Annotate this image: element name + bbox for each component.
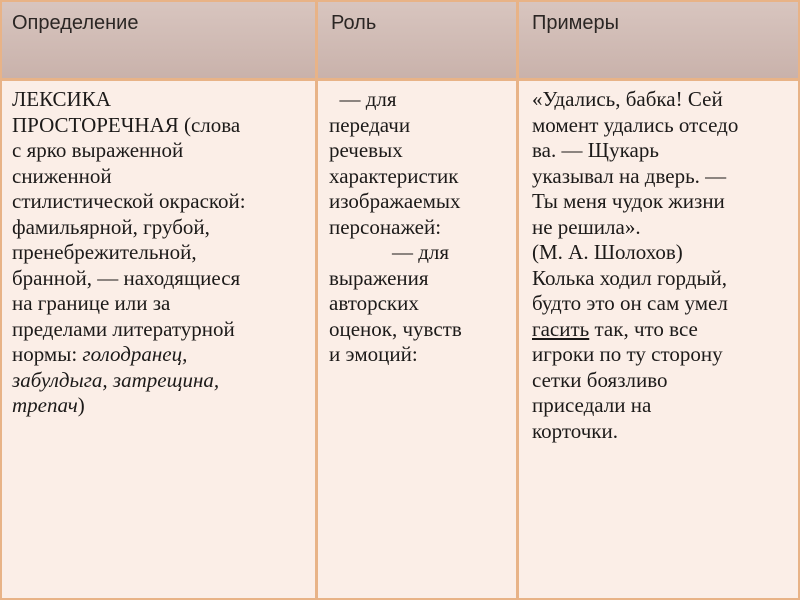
closing-paren: ): [77, 393, 85, 417]
role-line: выражения: [329, 265, 429, 290]
example-line: «Удались, бабка! Сей: [532, 87, 723, 111]
table-header-row: [2, 2, 798, 81]
italic-examples: забулдыга, затрещина,: [12, 367, 220, 392]
example-line: Колька ходил гордый,: [532, 265, 728, 290]
definition-cell: [12, 87, 308, 419]
header-examples: Примеры: [532, 12, 620, 34]
role-line: авторских: [329, 291, 419, 315]
underlined-word: гасить: [532, 316, 590, 341]
example-line: Ты меня чудок жизни: [532, 189, 725, 213]
definition-line: пренебрежительной,: [12, 240, 197, 264]
definition-line: на границе или за: [12, 291, 171, 315]
example-line: корточки.: [532, 418, 618, 443]
example-line: игроки по ту сторону: [532, 342, 723, 366]
column-divider: [315, 2, 318, 598]
definition-line-end: [12, 393, 308, 419]
role-line: изображаемых: [329, 189, 461, 213]
example-line: момент удались отседо: [532, 112, 739, 137]
example-line: (М. А. Шолохов): [532, 240, 683, 264]
definition-line: ЛЕКСИКА: [12, 87, 111, 111]
examples-cell: [532, 87, 794, 444]
definition-line: с ярко выраженной: [12, 138, 184, 162]
definition-line: сниженной: [12, 163, 112, 188]
header-role: Роль: [331, 12, 377, 34]
role-line: оценок, чувств: [329, 316, 462, 341]
role-line: и эмоций:: [329, 342, 418, 366]
definition-line: ПРОСТОРЕЧНАЯ (слова: [12, 112, 241, 137]
definition-line: стилистической окраской:: [12, 189, 246, 213]
role-line: — для: [329, 240, 450, 264]
example-line-underlined: [532, 317, 794, 343]
example-line: будто это он сам умел: [532, 291, 728, 315]
header-definition: Определение: [12, 12, 139, 34]
example-line: указывал на дверь. —: [532, 163, 727, 188]
definition-line: фамильярной, грубой,: [12, 214, 210, 239]
role-line: персонажей:: [329, 214, 442, 239]
example-line: сетки боязливо: [532, 367, 668, 392]
column-divider: [516, 2, 519, 598]
definition-line: бранной, — находящиеся: [12, 265, 241, 290]
role-line: передачи: [329, 112, 411, 137]
role-line: речевых: [329, 138, 403, 162]
italic-examples: трепач: [12, 393, 78, 417]
role-line: — для: [329, 87, 397, 111]
role-cell: [329, 87, 511, 368]
example-line: ва. — Щукарь: [532, 138, 659, 162]
example-text: так, что все: [589, 316, 698, 341]
definition-line: пределами литературной: [12, 316, 235, 341]
example-line: приседали на: [532, 393, 652, 417]
italic-examples: голодранец,: [82, 342, 188, 366]
definition-prefix: нормы:: [12, 342, 83, 366]
definition-line-examples: [12, 342, 308, 368]
role-line: характеристик: [329, 163, 459, 188]
example-line: не решила».: [532, 214, 641, 239]
